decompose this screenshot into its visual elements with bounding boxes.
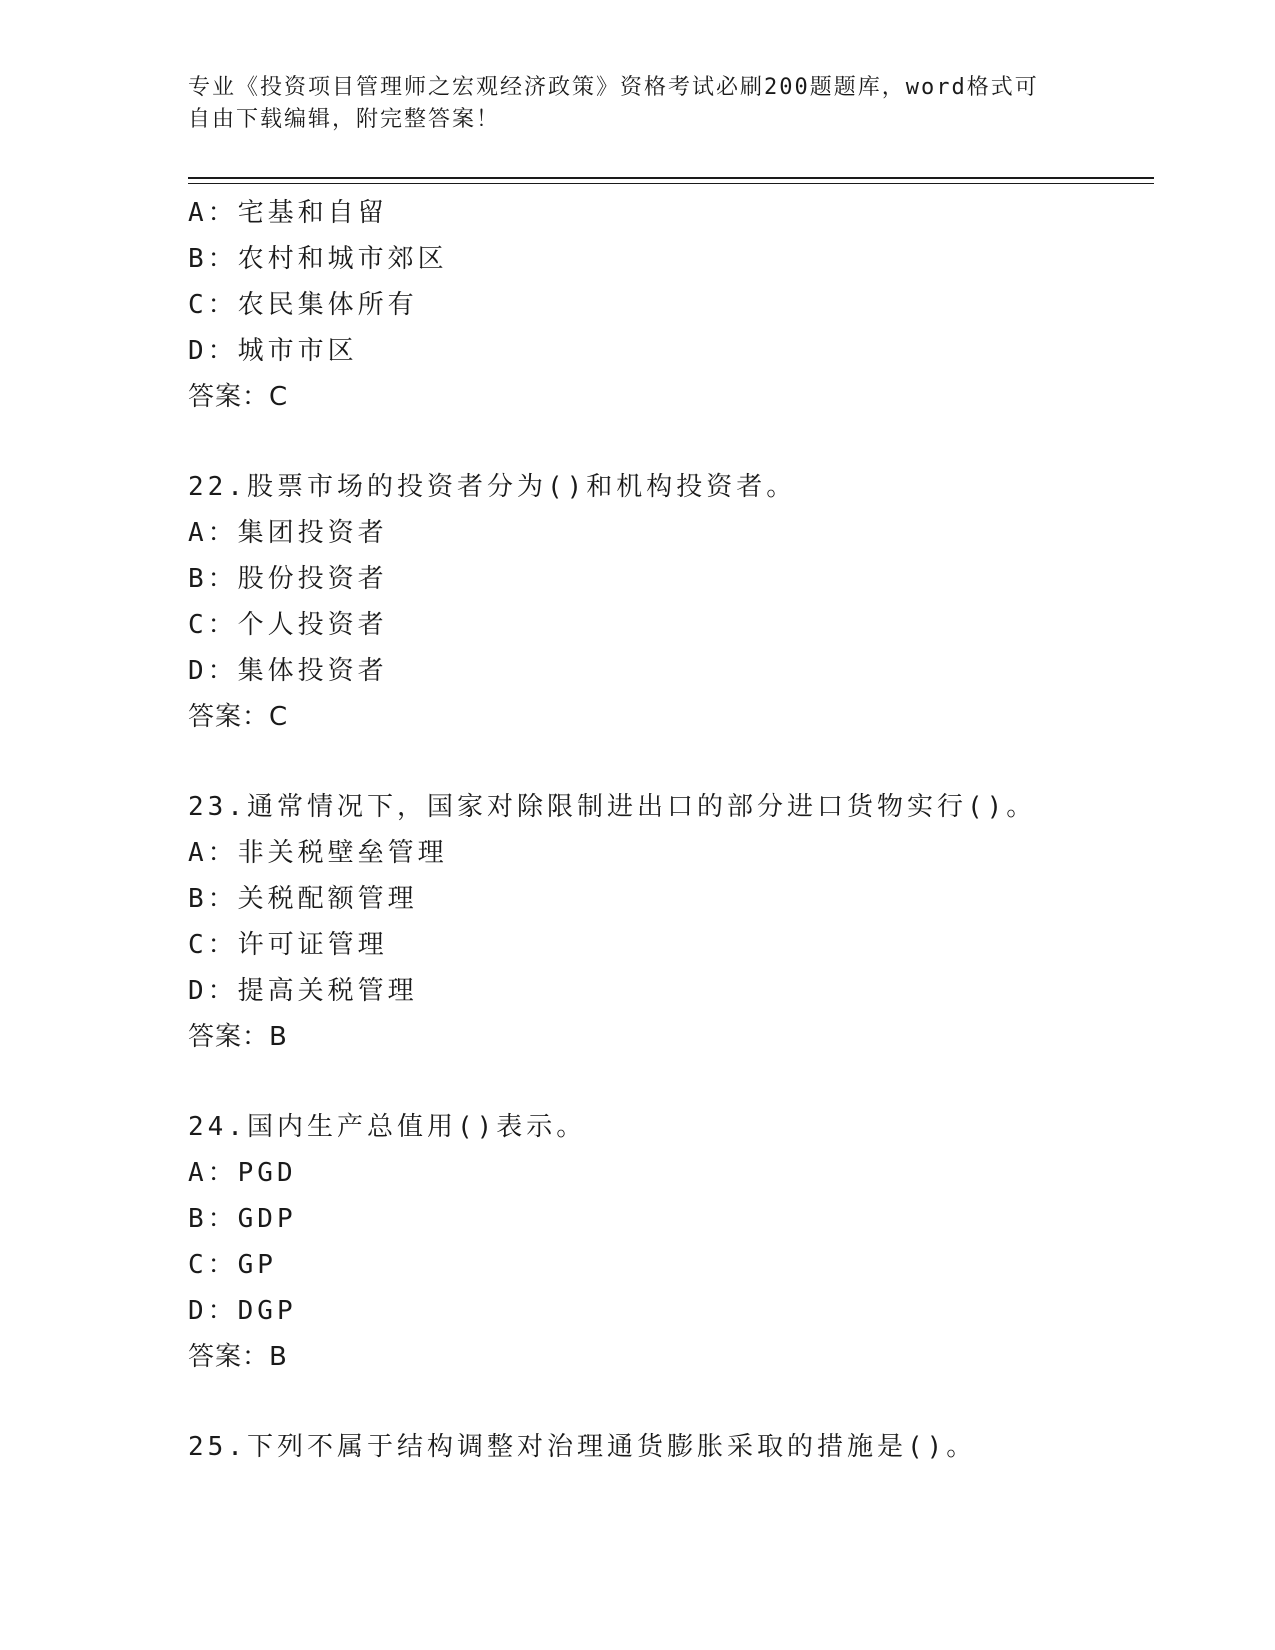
option-a: A：宅基和自留 (188, 198, 388, 228)
answer-line: 答案：C (188, 702, 289, 732)
question-22-block (188, 464, 1154, 740)
question-24-block (188, 1104, 1154, 1380)
option-b: B：农村和城市郊区 (188, 244, 448, 274)
document-header (188, 72, 1088, 136)
question-list (188, 190, 1154, 1470)
header-line-1: 专业《投资项目管理师之宏观经济政策》资格考试必刷200题题库，word格式可 (188, 75, 1039, 100)
option-d: D：城市市区 (188, 336, 358, 366)
option-a: A：非关税壁垒管理 (188, 838, 448, 868)
question-text: 24.国内生产总值用()表示。 (188, 1112, 587, 1142)
question-23-block (188, 784, 1154, 1060)
question-text: 22.股票市场的投资者分为()和机构投资者。 (188, 472, 797, 502)
option-b: B：股份投资者 (188, 564, 388, 594)
option-d: D：提高关税管理 (188, 976, 418, 1006)
question-text: 23.通常情况下，国家对除限制进出口的部分进口货物实行()。 (188, 792, 1037, 822)
option-b: B：关税配额管理 (188, 884, 418, 914)
header-line-2: 自由下载编辑，附完整答案！ (188, 107, 501, 132)
header-divider-thick (188, 177, 1154, 179)
question-25-block (188, 1424, 1154, 1470)
question-21-block (188, 190, 1154, 420)
option-c: C：农民集体所有 (188, 290, 418, 320)
option-a: A：集团投资者 (188, 518, 388, 548)
option-c: C：许可证管理 (188, 930, 388, 960)
option-d: D：DGP (188, 1296, 297, 1326)
option-b: B：GDP (188, 1204, 297, 1234)
answer-line: 答案：C (188, 382, 289, 412)
answer-line: 答案：B (188, 1022, 288, 1052)
answer-line: 答案：B (188, 1342, 288, 1372)
option-a: A：PGD (188, 1158, 297, 1188)
question-text: 25.下列不属于结构调整对治理通货膨胀采取的措施是()。 (188, 1432, 977, 1462)
option-c: C：个人投资者 (188, 610, 388, 640)
header-divider-thin (188, 183, 1154, 184)
option-c: C：GP (188, 1250, 277, 1280)
option-d: D：集体投资者 (188, 656, 388, 686)
